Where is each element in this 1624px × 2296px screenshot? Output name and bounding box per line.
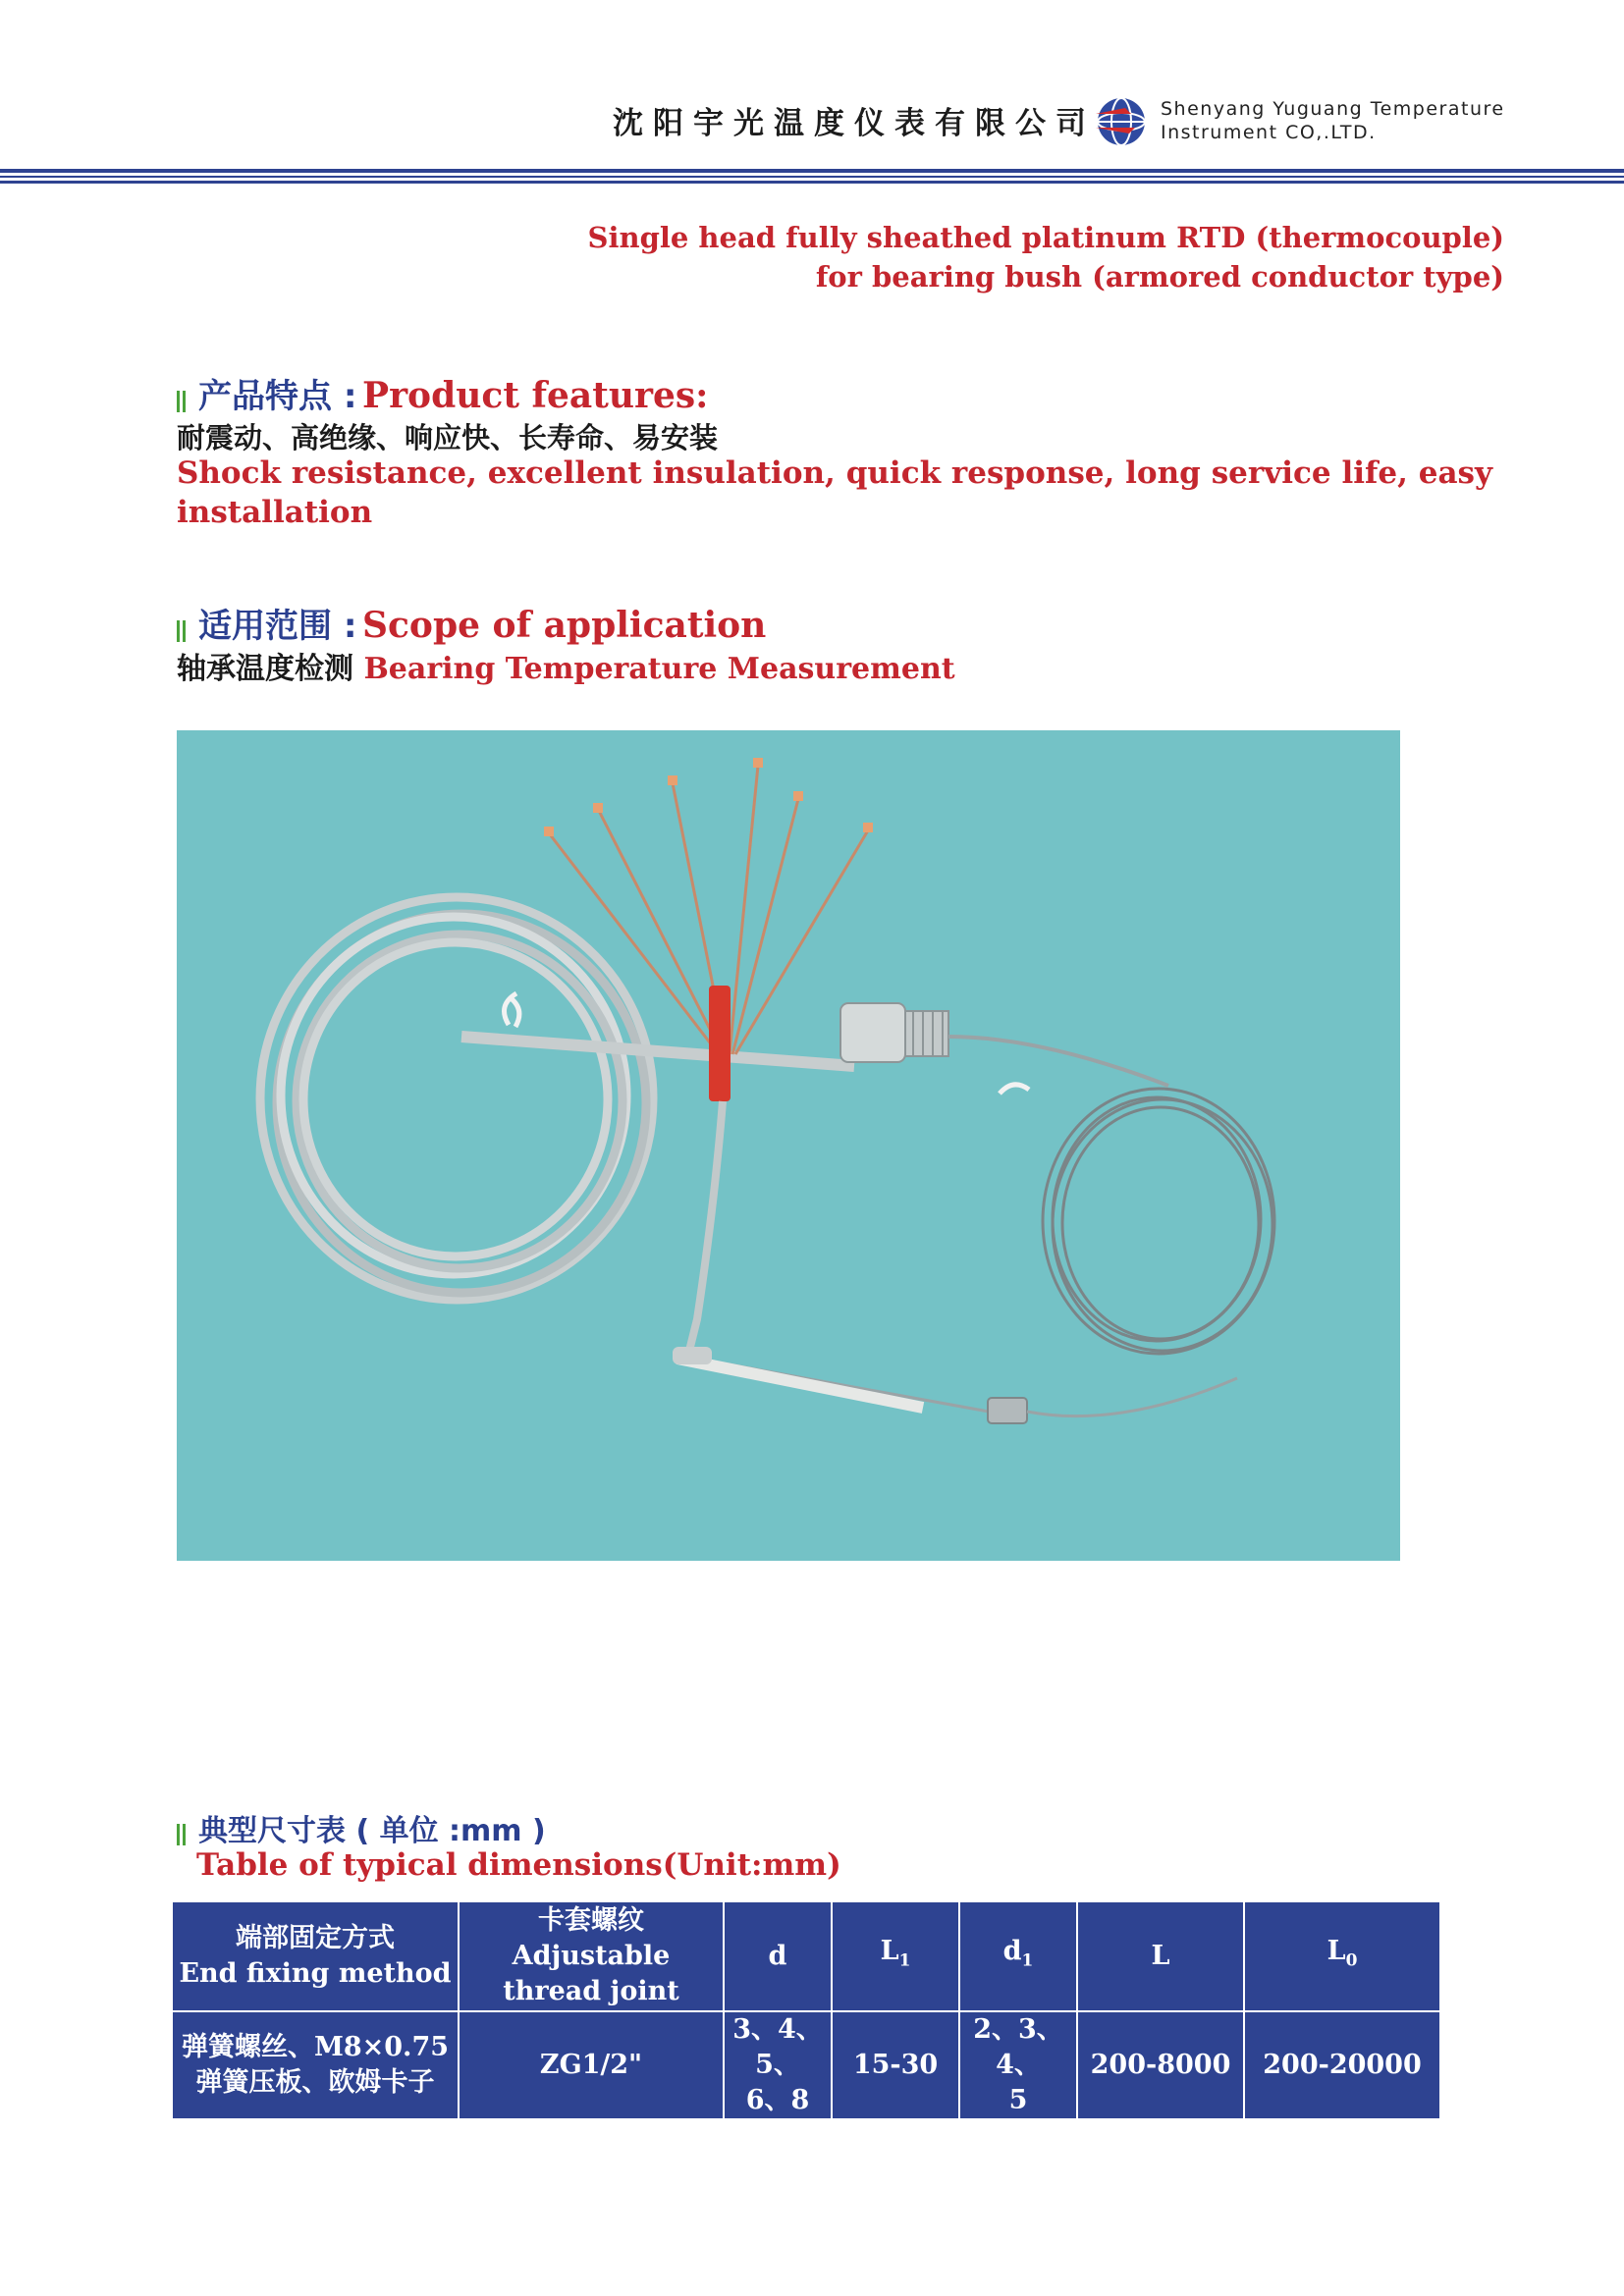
dimensions-heading (177, 1806, 546, 1849)
cell-d-line1: 3、4、5、 (732, 2014, 823, 2080)
probe-nut (988, 1398, 1027, 1423)
cell-d (724, 2011, 832, 2119)
col-header-d1-sub: 1 (1021, 1950, 1034, 1971)
section-bar-icon (177, 391, 189, 416)
page-header (0, 0, 1624, 196)
cell-thread: ZG1/2" (459, 2011, 724, 2119)
features-text-en: Shock resistance, excellent insulation, quick response, long service life, easy installation (177, 455, 1492, 530)
product-title-line2: for bearing bush (armored conductor type) (815, 260, 1504, 294)
col-header-l1 (832, 1901, 959, 2011)
dimensions-heading-cn: 典型尺寸表 ( 单位 :mm ) (198, 1814, 546, 1848)
cell-d1 (959, 2011, 1077, 2119)
cell-fixing-line2: 弹簧压板、欧姆卡子 (195, 2067, 435, 2098)
col-header-fixing-en: End fixing method (179, 1958, 452, 1989)
col-header-l-label: L (1151, 1941, 1170, 1971)
company-name-en-line2: Instrument CO,.LTD. (1161, 122, 1377, 143)
col-header-l0-sub: 0 (1345, 1950, 1358, 1971)
col-header-d1-label: d (1002, 1936, 1022, 1967)
cell-l0: 200-20000 (1244, 2011, 1440, 2119)
col-header-l0 (1244, 1901, 1440, 2011)
col-header-d1 (959, 1901, 1077, 2011)
col-header-thread-en: Adjustable thread joint (503, 1941, 679, 2006)
scope-text (177, 644, 955, 687)
header-rule (0, 176, 1624, 178)
col-header-l (1077, 1901, 1244, 2011)
dimensions-heading-en: Table of typical dimensions(Unit:mm) (196, 1847, 841, 1883)
threaded-fitting (840, 1003, 948, 1062)
product-photo (177, 730, 1400, 1561)
cell-d1-line1: 2、3、4、 (973, 2014, 1063, 2080)
scope-heading-cn: 适用范围 : (198, 607, 357, 646)
cell-d1-line2: 5 (1008, 2085, 1028, 2115)
table-row (172, 2011, 1440, 2119)
col-header-thread (459, 1901, 724, 2011)
cell-l: 200-8000 (1077, 2011, 1244, 2119)
scope-heading-en: Scope of application (362, 605, 767, 646)
section-bar-icon (177, 620, 189, 646)
section-bar-icon (177, 1824, 189, 1849)
col-header-l0-label: L (1326, 1936, 1346, 1967)
table-header-row (172, 1901, 1440, 2011)
features-heading (177, 369, 708, 417)
col-header-fixing-method (172, 1901, 459, 2011)
col-header-l1-sub: 1 (898, 1950, 911, 1971)
globe-logo-icon (1092, 94, 1151, 149)
features-heading-en: Product features: (362, 375, 709, 416)
features-text-cn: 耐震动、高绝缘、响应快、长寿命、易安装 (177, 421, 719, 454)
header-rule (0, 169, 1624, 173)
cell-d-line2: 6、8 (745, 2085, 810, 2115)
company-name-en (1161, 97, 1505, 144)
scope-text-en: Bearing Temperature Measurement (363, 652, 955, 686)
col-header-fixing-cn: 端部固定方式 (236, 1923, 395, 1953)
company-name-cn: 沈阳宇光温度仪表有限公司 (613, 106, 1096, 141)
company-name-en-line1: Shenyang Yuguang Temperature (1161, 98, 1505, 120)
scope-text-cn: 轴承温度检测 (177, 652, 353, 686)
col-header-d (724, 1901, 832, 2011)
col-header-d-label: d (768, 1941, 787, 1971)
product-title-line1: Single head fully sheathed platinum RTD (thermocouple) (587, 221, 1504, 254)
cell-fixing-method (172, 2011, 459, 2119)
product-title (588, 218, 1504, 296)
col-header-l1-label: L (880, 1936, 899, 1967)
scope-heading (177, 599, 766, 647)
cell-fixing-line1: 弹簧螺丝、M8×0.75 (181, 2032, 450, 2062)
photo-background (177, 730, 1400, 1561)
header-rule (0, 181, 1624, 184)
red-sleeve (709, 986, 731, 1101)
dimensions-table (171, 1900, 1441, 2120)
features-heading-cn: 产品特点 : (198, 377, 357, 416)
cell-l1: 15-30 (832, 2011, 959, 2119)
col-header-thread-cn: 卡套螺纹 (538, 1905, 644, 1936)
